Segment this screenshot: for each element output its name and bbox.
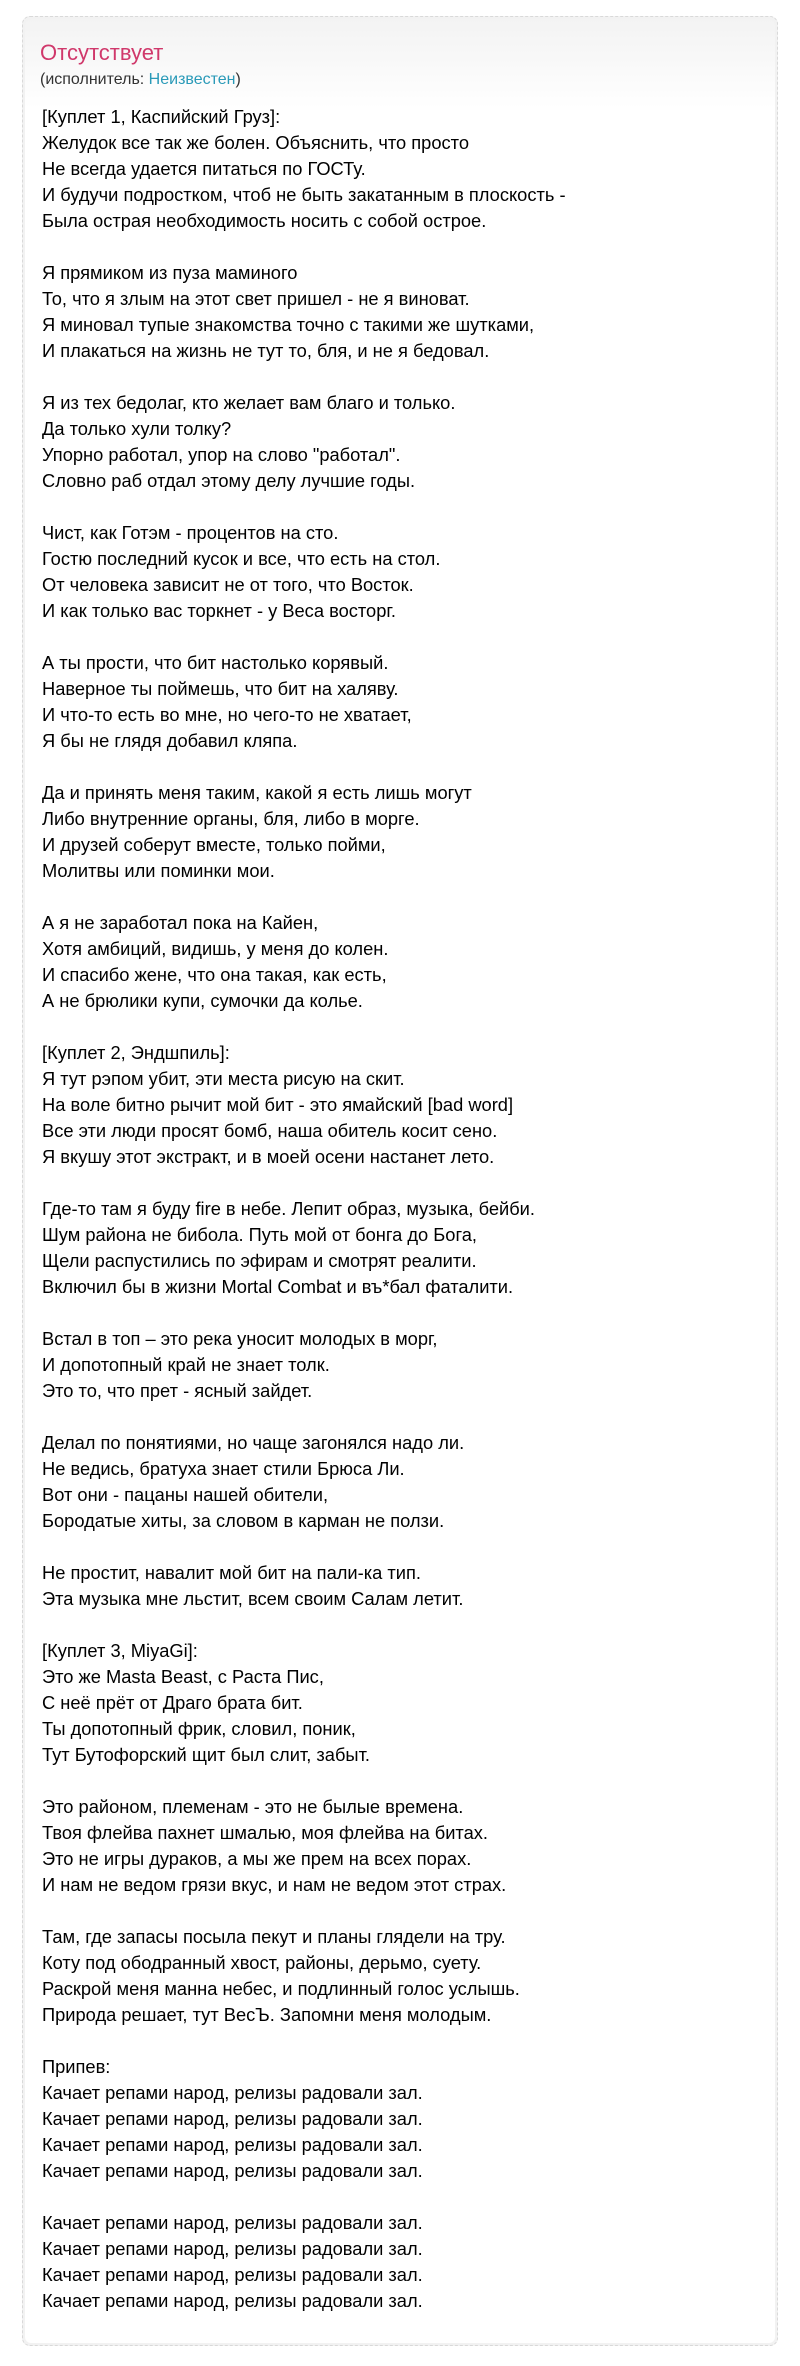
lyrics-line: Словно раб отдал этому делу лучшие годы. <box>42 470 416 491</box>
lyrics-line: Это не игры дураков, а мы же прем на всех порах. <box>42 1848 472 1869</box>
lyrics-line: Хотя амбиций, видишь, у меня до колен. <box>42 938 389 959</box>
lyrics-line: [Куплет 1, Каспийский Груз]: <box>42 106 281 127</box>
lyrics-stanza <box>42 390 762 494</box>
lyrics-stanza <box>42 1040 762 1170</box>
lyrics-line: Все эти люди просят бомб, наша обитель косит сено. <box>42 1120 498 1141</box>
lyrics-line: И спасибо жене, что она такая, как есть, <box>42 964 387 985</box>
lyrics-line: Качает репами народ, релизы радовали зал. <box>42 2082 423 2103</box>
lyrics-line: Коту под ободранный хвост, районы, дерьмо, суету. <box>42 1952 482 1973</box>
lyrics-line: Шум района не бибола. Путь мой от бонга до Бога, <box>42 1224 477 1245</box>
lyrics-line: Я из тех бедолаг, кто желает вам благо и только. <box>42 392 456 413</box>
lyrics-stanza <box>42 1924 762 2028</box>
lyrics-line: Там, где запасы посыла пекут и планы глядели на тру. <box>42 1926 506 1947</box>
lyrics-line: И как только вас торкнет - у Веса восторг. <box>42 600 396 621</box>
lyrics-text <box>42 104 762 2340</box>
lyrics-line: Качает репами народ, релизы радовали зал. <box>42 2108 423 2129</box>
lyrics-stanza <box>42 2054 762 2184</box>
lyrics-line: Природа решает, тут ВесЪ. Запомни меня молодым. <box>42 2004 492 2025</box>
lyrics-stanza <box>42 520 762 624</box>
lyrics-stanza <box>42 780 762 884</box>
lyrics-line: Я тут рэпом убит, эти места рисую на скит. <box>42 1068 405 1089</box>
lyrics-line: Качает репами народ, релизы радовали зал. <box>42 2238 423 2259</box>
lyrics-line: Эта музыка мне льстит, всем своим Салам летит. <box>42 1588 464 1609</box>
lyrics-line: Это районом, племенам - это не былые времена. <box>42 1796 464 1817</box>
lyrics-line: Да только хули толку? <box>42 418 232 439</box>
lyrics-stanza <box>42 1326 762 1404</box>
lyrics-line: Я миновал тупые знакомства точно с такими же шутками, <box>42 314 535 335</box>
lyrics-line: Делал по понятиями, но чаще загонялся надо ли. <box>42 1432 465 1453</box>
lyrics-line: С неё прёт от Драго брата бит. <box>42 1692 303 1713</box>
lyrics-stanza <box>42 650 762 754</box>
lyrics-line: Наверное ты поймешь, что бит на халяву. <box>42 678 399 699</box>
lyrics-line: Раскрой меня манна небес, и подлинный голос услышь. <box>42 1978 520 1999</box>
lyrics-line: Твоя флейва пахнет шмалью, моя флейва на битах. <box>42 1822 488 1843</box>
lyrics-line: И что-то есть во мне, но чего-то не хватает, <box>42 704 412 725</box>
lyrics-line: И нам не ведом грязи вкус, и нам не ведом этот страх. <box>42 1874 507 1895</box>
lyrics-line: Да и принять меня таким, какой я есть лишь могут <box>42 782 472 803</box>
artist-link[interactable]: Неизвестен <box>148 71 236 88</box>
lyrics-line: Качает репами народ, релизы радовали зал. <box>42 2212 423 2233</box>
lyrics-line: И будучи подростком, чтоб не быть закатанным в плоскость - <box>42 184 566 205</box>
lyrics-line: Тут Бутофорский щит был слит, забыт. <box>42 1744 370 1765</box>
lyrics-line: Не простит, навалит мой бит на пали-ка тип. <box>42 1562 421 1583</box>
lyrics-line: Качает репами народ, релизы радовали зал. <box>42 2134 423 2155</box>
lyrics-line: На воле битно рычит мой бит - это ямайский [bad word] <box>42 1094 514 1115</box>
lyrics-line: Щели распустились по эфирам и смотрят реалити. <box>42 1250 477 1271</box>
lyrics-line: То, что я злым на этот свет пришел - не я виноват. <box>42 288 470 309</box>
lyrics-line: Чист, как Готэм - процентов на сто. <box>42 522 339 543</box>
lyrics-line: Я бы не глядя добавил кляпа. <box>42 730 298 751</box>
lyrics-line: Желудок все так же болен. Объяснить, что просто <box>42 132 469 153</box>
artist-prefix: (исполнитель: <box>40 71 149 88</box>
lyrics-line: Не ведись, братуха знает стили Брюса Ли. <box>42 1458 405 1479</box>
lyrics-line: Это же Masta Beast, с Раста Пис, <box>42 1666 324 1687</box>
lyrics-stanza <box>42 1560 762 1612</box>
lyrics-line: И допотопный край не знает толк. <box>42 1354 330 1375</box>
lyrics-line: Припев: <box>42 2056 111 2077</box>
lyrics-line: Молитвы или поминки мои. <box>42 860 275 881</box>
lyrics-line: [Куплет 3, MiyaGi]: <box>42 1640 198 1661</box>
lyrics-line: Упорно работал, упор на слово "работал". <box>42 444 401 465</box>
lyrics-line: А не брюлики купи, сумочки да колье. <box>42 990 363 1011</box>
lyrics-line: Включил бы в жизни Mortal Combat и въ*бал фаталити. <box>42 1276 514 1297</box>
lyrics-line: [Куплет 2, Эндшпиль]: <box>42 1042 230 1063</box>
lyrics-line: Это то, что прет - ясный зайдет. <box>42 1380 313 1401</box>
lyrics-stanza <box>42 1638 762 1768</box>
lyrics-line: От человека зависит не от того, что Восток. <box>42 574 414 595</box>
lyrics-stanza <box>42 104 762 234</box>
lyrics-line: Бородатые хиты, за словом в карман не ползи. <box>42 1510 445 1531</box>
lyrics-line: Качает репами народ, релизы радовали зал. <box>42 2290 423 2311</box>
lyrics-line: Не всегда удается питаться по ГОСТу. <box>42 158 366 179</box>
lyrics-stanza <box>42 910 762 1014</box>
lyrics-line: Гостю последний кусок и все, что есть на стол. <box>42 548 441 569</box>
lyrics-line: А я не заработал пока на Кайен, <box>42 912 319 933</box>
lyrics-line: Вот они - пацаны нашей обители, <box>42 1484 329 1505</box>
lyrics-line: Где-то там я буду fire в небе. Лепит образ, музыка, бейби. <box>42 1198 535 1219</box>
artist-line <box>40 70 241 90</box>
lyrics-stanza <box>42 1196 762 1300</box>
lyrics-stanza <box>42 1794 762 1898</box>
lyrics-line: Либо внутренние органы, бля, либо в морге. <box>42 808 420 829</box>
artist-suffix: ) <box>235 71 241 88</box>
lyrics-line: Я прямиком из пуза маминого <box>42 262 298 283</box>
lyrics-line: Качает репами народ, релизы радовали зал. <box>42 2264 423 2285</box>
lyrics-line: И плакаться на жизнь не тут то, бля, и не я бедовал. <box>42 340 490 361</box>
lyrics-line: Ты допотопный фрик, словил, поник, <box>42 1718 356 1739</box>
lyrics-line: Я вкушу этот экстракт, и в моей осени настанет лето. <box>42 1146 495 1167</box>
lyrics-stanza <box>42 1430 762 1534</box>
lyrics-line: Качает репами народ, релизы радовали зал. <box>42 2160 423 2181</box>
lyrics-stanza <box>42 2210 762 2314</box>
lyrics-stanza <box>42 260 762 364</box>
song-title: Отсутствует <box>40 40 164 65</box>
lyrics-line: Встал в топ – это река уносит молодых в морг, <box>42 1328 438 1349</box>
lyrics-line: А ты прости, что бит настолько корявый. <box>42 652 389 673</box>
lyrics-line: Была острая необходимость носить с собой острое. <box>42 210 487 231</box>
lyrics-line: И друзей соберут вместе, только пойми, <box>42 834 386 855</box>
